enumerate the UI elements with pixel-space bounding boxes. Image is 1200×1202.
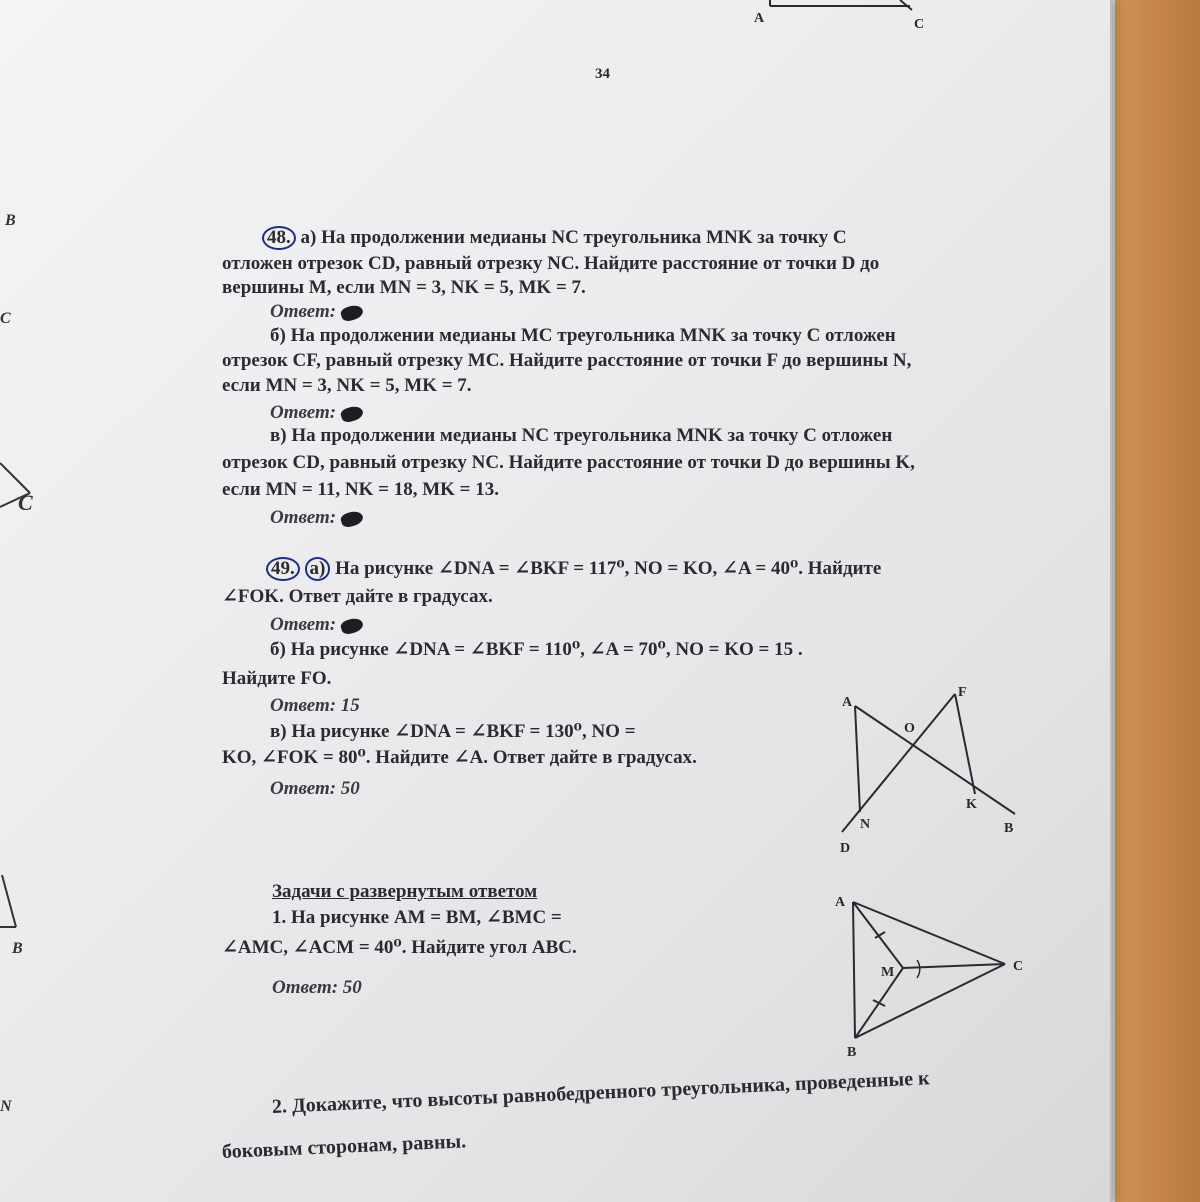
segment-an: [855, 706, 860, 812]
problem-49-b-line-1: б) На рисунке ∠DNA = ∠BKF = 110⁰, ∠A = 70⁰, NO = KO = 15 .: [270, 639, 803, 660]
task-1-answer: Ответ: 50: [272, 977, 362, 998]
problem-48-v-line-1: в) На продолжении медианы NC треугольника MNK за точку C отложен: [270, 425, 893, 446]
problem-49-a-line-2: ∠FOK. Ответ дайте в градусах.: [222, 586, 493, 607]
answer-label: Ответ:: [270, 614, 337, 635]
answer-label: Ответ:: [270, 301, 337, 322]
problem-48-b-answer: [270, 401, 363, 425]
problem-48-v-line-2: отрезок CD, равный отрезку NC. Найдите расстояние от точки D до вершины K,: [222, 452, 915, 473]
angle-arc: [917, 960, 920, 978]
task-1-line-2: ∠AMC, ∠ACM = 40⁰. Найдите угол ABC.: [222, 937, 577, 958]
fig1-label-m: M: [881, 965, 895, 980]
problem-48-a-line-2: отложен отрезок CD, равный отрезку NC. Найдите расстояние от точки D до: [222, 253, 880, 274]
page-number: 34: [595, 66, 610, 82]
problem-49-a-text-1: На рисунке ∠DNA = ∠BKF = 117⁰, NO = KO, ∠A = 40⁰. Найдите: [335, 558, 882, 579]
fig49-label-o: O: [904, 721, 915, 736]
problem-48-b-line-2: отрезок CF, равный отрезку MC. Найдите расстояние от точки F до вершины N,: [222, 350, 912, 371]
problem-48-v-line-3: если MN = 11, NK = 18, MK = 13.: [222, 479, 500, 500]
answer-label: Ответ:: [270, 507, 337, 528]
margin-letter-2: C: [0, 310, 11, 327]
problem-49-v-answer: Ответ: 50: [270, 778, 360, 799]
margin-letter-1: B: [5, 212, 16, 229]
fig49-label-k: K: [966, 797, 977, 812]
segment-mc: [903, 964, 1005, 968]
side-ab: [853, 902, 855, 1038]
margin-letter-4: B: [12, 940, 23, 957]
fig1-label-c: C: [1013, 959, 1024, 974]
margin-figure-2: [0, 875, 30, 935]
ink-blot: [339, 616, 364, 636]
margin-letter-5: N: [0, 1098, 12, 1115]
fig49-label-d: D: [840, 841, 851, 856]
answer-label: Ответ:: [270, 402, 337, 423]
top-figure-label-a: A: [754, 11, 765, 26]
problem-48-v-answer: [270, 506, 363, 530]
fig1-label-b: B: [847, 1045, 857, 1060]
problem-48-a-line-3: вершины М, если MN = 3, NK = 5, MK = 7.: [222, 277, 586, 298]
problem-48-b-line-1: б) На продолжении медианы MC треугольника MNK за точку C отложен: [270, 325, 896, 346]
ink-blot: [339, 509, 364, 529]
fig49-label-a: A: [842, 695, 853, 710]
task-2-line-1: 2. Докажите, что высоты равнобедренного треугольника, проведенные к: [271, 1067, 930, 1118]
section-heading: Задачи с развернутым ответом: [272, 881, 538, 902]
problem-49-a-answer: [270, 613, 363, 637]
problem-48-a-text-1: а) На продолжении медианы NC треугольника MNK за точку C: [300, 227, 847, 248]
problem-49-b-line-2: Найдите FO.: [222, 668, 332, 689]
task-2-line-2: боковым сторонам, равны.: [221, 1130, 467, 1163]
fig1-label-a: A: [835, 895, 846, 910]
top-figure-label-c: C: [914, 17, 925, 32]
problem-48-a-answer: [270, 300, 363, 324]
ink-blot: [339, 404, 364, 424]
problem-49-v-line-1: в) На рисунке ∠DNA = ∠BKF = 130⁰, NO =: [270, 721, 636, 742]
side-bc: [855, 964, 1005, 1038]
problem-48-b-line-3: если MN = 3, NK = 5, MK = 7.: [222, 375, 472, 396]
problem-48-a-line-1: [262, 226, 847, 250]
problem-49-figure: [830, 684, 1030, 859]
segment-fk: [955, 694, 975, 794]
problem-48-number: 48.: [262, 226, 296, 250]
problem-49-v-line-2: KO, ∠FOK = 80⁰. Найдите ∠A. Ответ дайте в градусах.: [222, 747, 697, 768]
problem-49-a-label: а): [305, 557, 331, 581]
tick-mark-bm: [873, 1000, 885, 1006]
fig49-label-n: N: [860, 817, 871, 832]
task-1-figure: [825, 888, 1035, 1063]
problem-49-b-answer: Ответ: 15: [270, 695, 360, 716]
line-ab: [855, 706, 1015, 814]
task-1-line-1: 1. На рисунке AM = BM, ∠BMC =: [272, 907, 562, 928]
problem-49-a-line-1: [266, 557, 881, 581]
problem-49-number: 49.: [266, 557, 300, 581]
margin-letter-3: C: [18, 490, 33, 515]
fig49-label-b: B: [1004, 821, 1014, 836]
top-figure: [740, 0, 940, 40]
ink-blot: [339, 303, 364, 323]
fig49-label-f: F: [958, 685, 967, 700]
